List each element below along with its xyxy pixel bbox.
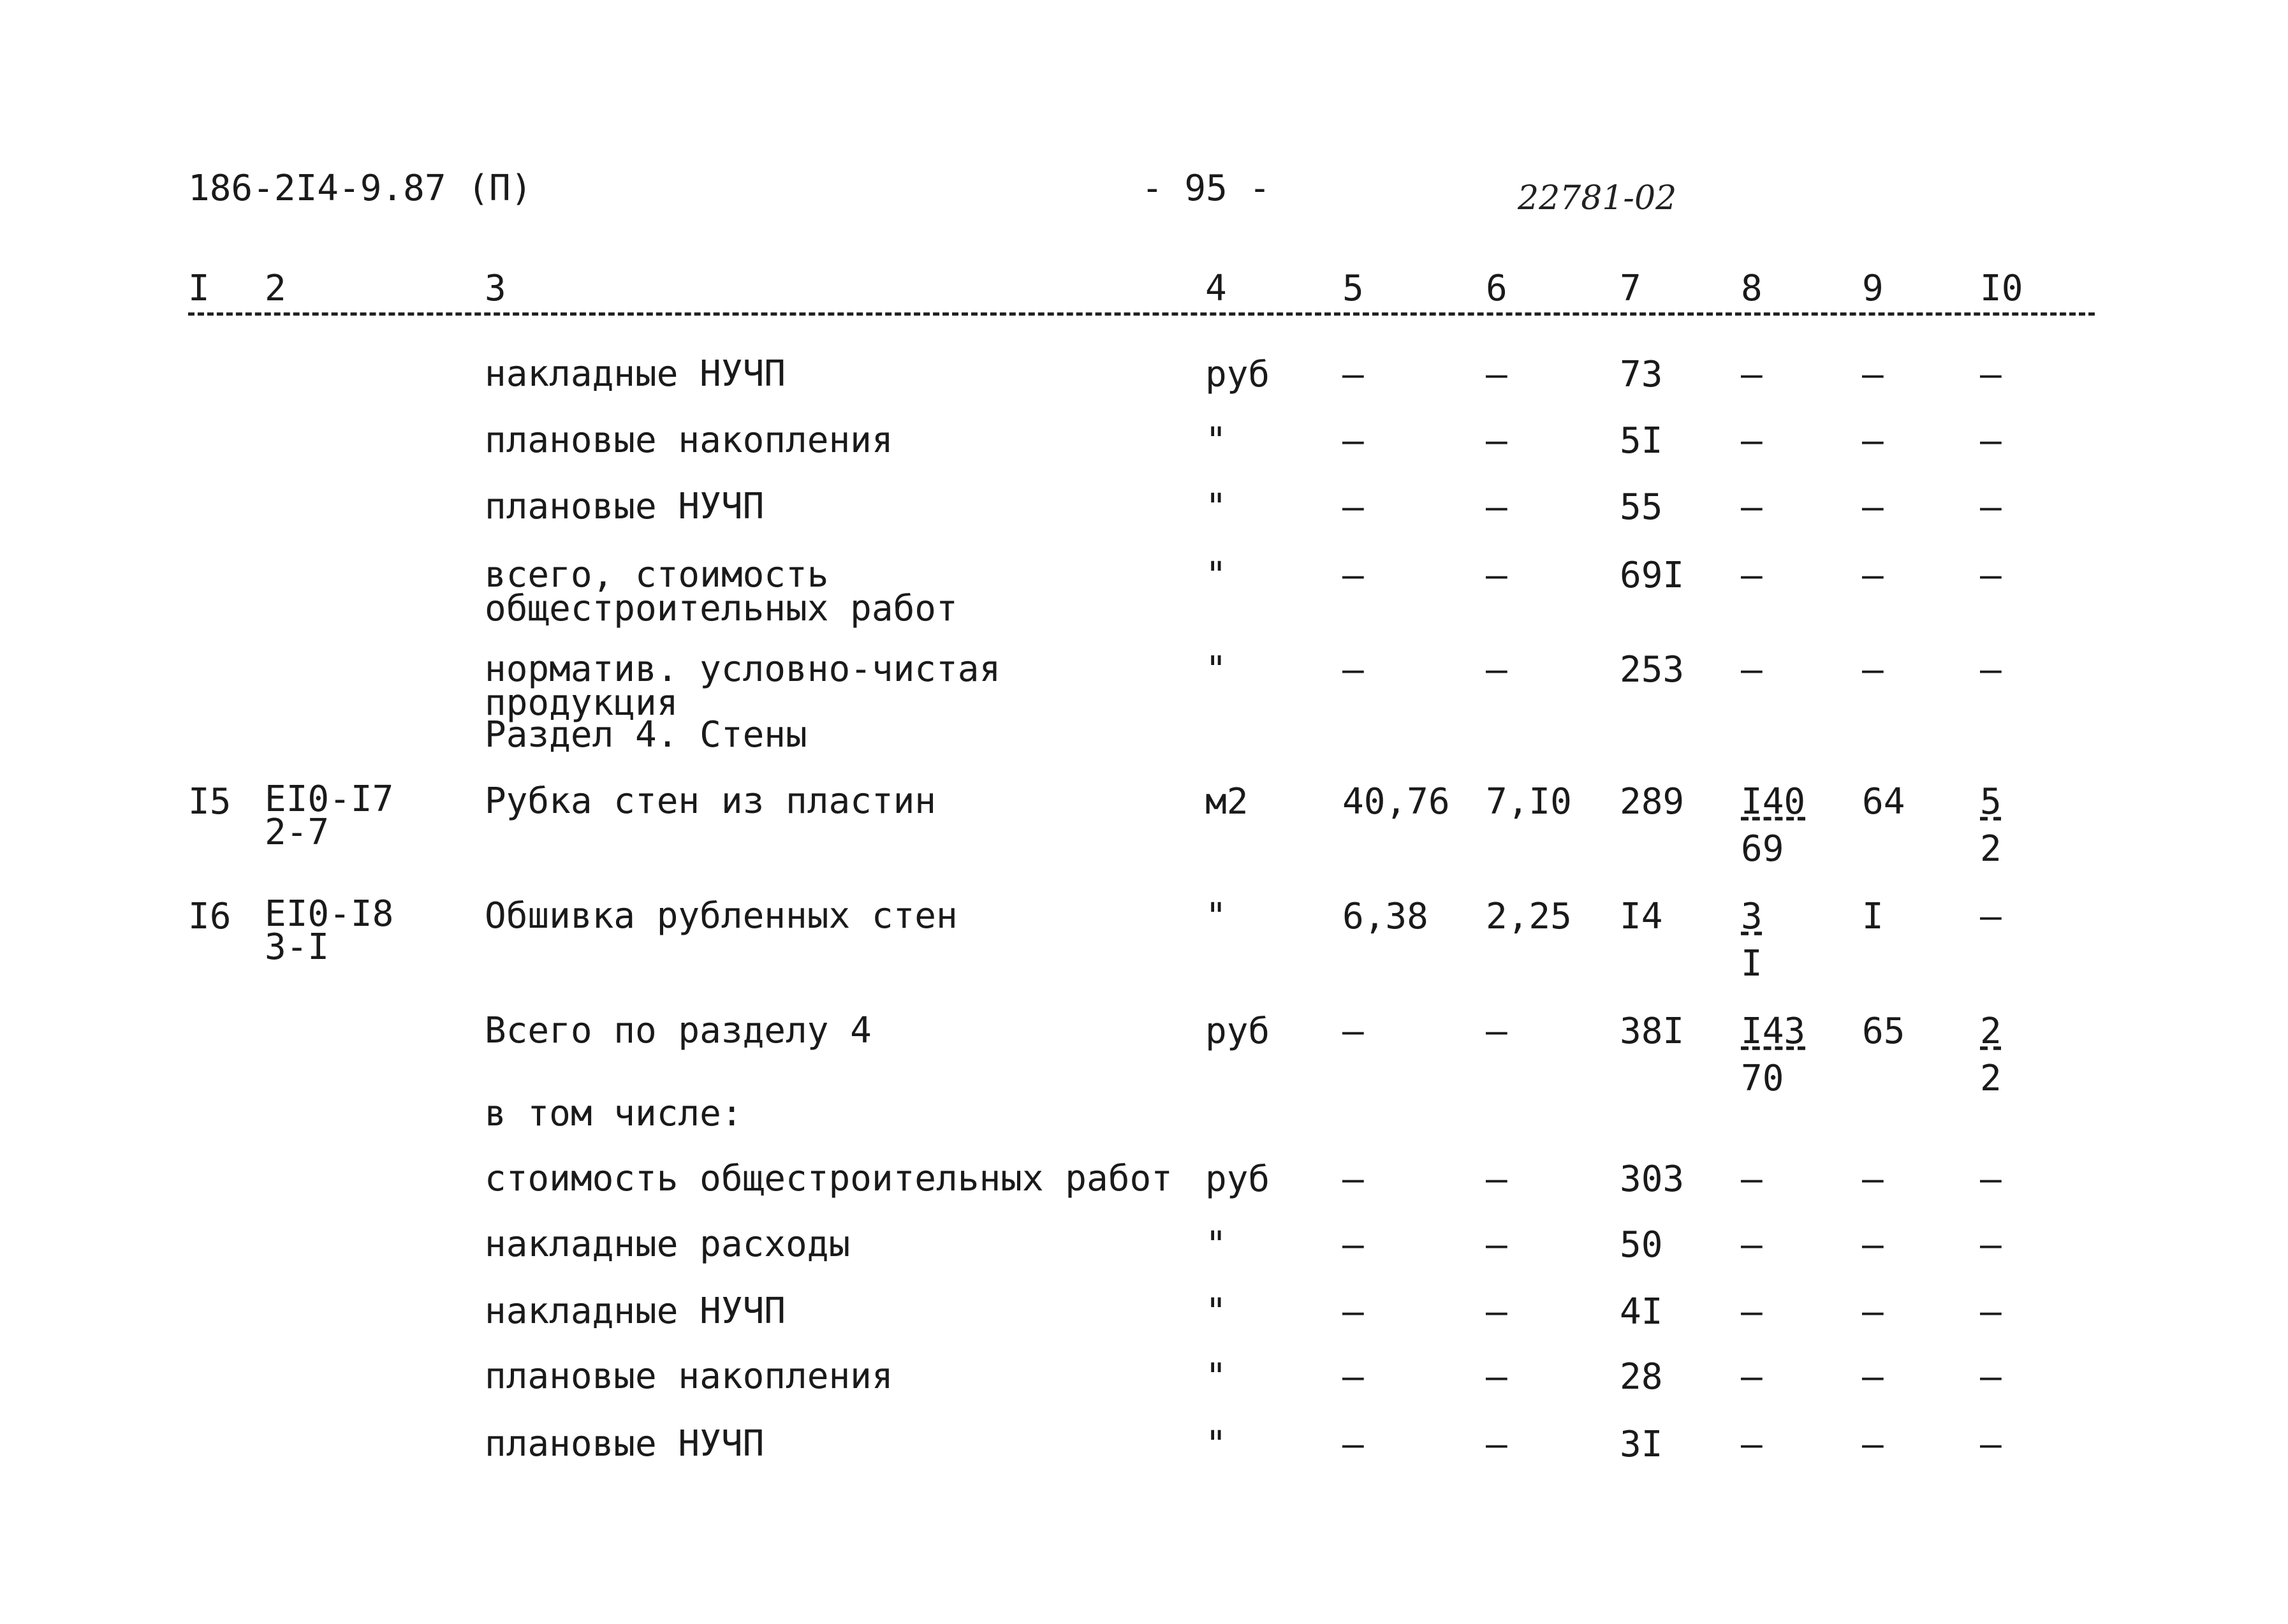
value-numerator: I43	[1741, 1011, 1806, 1052]
cell-col-7: 5I	[1620, 420, 1663, 462]
cell-col-1: I5	[188, 781, 231, 823]
cell-col-6: –	[1486, 354, 1507, 395]
cell-col-3: плановые накопления	[485, 1356, 893, 1397]
cell-col-4: руб	[1205, 1159, 1270, 1200]
cell-col-3: Рубка стен из пластин	[485, 780, 937, 822]
cell-col-5: –	[1342, 555, 1364, 596]
column-header-1: I	[188, 268, 210, 309]
cell-col-9: I	[1862, 896, 1884, 937]
value-numerator: –	[1741, 420, 1763, 462]
cell-col-10	[1980, 420, 2002, 471]
value-numerator: –	[1980, 1424, 2002, 1465]
cell-col-7: 38I	[1620, 1011, 1685, 1052]
cell-col-4: м2	[1205, 781, 1249, 823]
norm-code-sub: 3-I	[265, 926, 330, 968]
cell-col-8	[1741, 1424, 1763, 1474]
cell-col-7: 50	[1620, 1224, 1663, 1266]
cell-col-7: 4I	[1620, 1291, 1663, 1333]
cell-col-7: 289	[1620, 781, 1685, 823]
value-numerator: –	[1980, 896, 2002, 937]
cell-col-4: руб	[1205, 354, 1270, 395]
value-numerator: –	[1980, 555, 2002, 596]
cell-col-10	[1980, 1291, 2002, 1342]
cell-col-6: –	[1486, 1424, 1507, 1465]
value-numerator: I40	[1741, 781, 1806, 823]
value-numerator: –	[1980, 1356, 2002, 1398]
page-number: - 95 -	[1141, 168, 1271, 209]
cell-col-4: "	[1205, 1224, 1227, 1266]
cell-col-6: –	[1486, 649, 1507, 691]
cell-col-9: –	[1862, 1356, 1884, 1398]
value-denominator: 2	[1980, 1058, 2002, 1099]
cell-col-2	[265, 779, 394, 853]
value-numerator: –	[1980, 420, 2002, 462]
cell-col-4: "	[1205, 1291, 1227, 1333]
value-numerator: –	[1980, 486, 2002, 528]
value-numerator: –	[1980, 1291, 2002, 1333]
cell-col-6: –	[1486, 1224, 1507, 1266]
cell-col-8	[1741, 420, 1763, 471]
value-numerator: –	[1741, 1291, 1763, 1333]
cell-col-3: в том числе:	[485, 1093, 743, 1134]
cell-col-10	[1980, 354, 2002, 404]
cell-col-7: 253	[1620, 649, 1685, 691]
cell-col-6: 2,25	[1486, 896, 1572, 937]
value-numerator: –	[1741, 555, 1763, 596]
cell-col-5: 40,76	[1342, 781, 1450, 823]
cell-col-7: 3I	[1620, 1424, 1663, 1465]
value-numerator: 3	[1741, 896, 1763, 937]
cell-col-8	[1741, 1356, 1763, 1407]
cell-col-6: –	[1486, 555, 1507, 596]
column-header-4: 4	[1205, 268, 1227, 309]
value-denominator: 70	[1741, 1058, 1784, 1099]
cell-col-9: –	[1862, 486, 1884, 528]
cell-col-9: –	[1862, 1424, 1884, 1465]
cell-col-5: –	[1342, 1159, 1364, 1200]
cell-col-10	[1980, 1424, 2002, 1474]
cell-col-6: –	[1486, 486, 1507, 528]
value-numerator: 5	[1980, 781, 2002, 823]
cell-col-3: стоимость общестроительных работ	[485, 1158, 1173, 1199]
column-header-10: I0	[1980, 268, 2023, 309]
cell-col-3: норматив. условно-чистая продукция	[485, 648, 1001, 724]
cell-col-9: –	[1862, 1159, 1884, 1200]
column-header-2: 2	[265, 268, 286, 309]
cell-col-7: 303	[1620, 1159, 1685, 1200]
cell-col-5: –	[1342, 649, 1364, 691]
cell-col-10	[1980, 896, 2002, 946]
cell-col-10	[1980, 1159, 2002, 1209]
norm-code: EI0-I8	[265, 893, 394, 935]
cell-col-3: накладные НУЧП	[485, 353, 786, 395]
column-header-9: 9	[1862, 268, 1884, 309]
cell-col-9: –	[1862, 649, 1884, 691]
cell-col-9: –	[1862, 1224, 1884, 1266]
value-denominator: 69	[1741, 828, 1784, 870]
cell-col-4: "	[1205, 1356, 1227, 1398]
cell-col-6: –	[1486, 1011, 1507, 1052]
cell-col-6: –	[1486, 1356, 1507, 1398]
cell-col-3: Всего по разделу 4	[485, 1010, 872, 1051]
column-header-5: 5	[1342, 268, 1364, 309]
column-header-8: 8	[1741, 268, 1763, 309]
cell-col-6: –	[1486, 1291, 1507, 1333]
cell-col-4: "	[1205, 896, 1227, 937]
cell-col-9: –	[1862, 420, 1884, 462]
value-denominator: I	[1741, 943, 1763, 984]
norm-code: EI0-I7	[265, 779, 394, 820]
handwritten-code: 22781-02	[1518, 179, 1677, 217]
cell-col-8	[1741, 1011, 1806, 1099]
cell-col-5: –	[1342, 1424, 1364, 1465]
cell-col-8	[1741, 649, 1763, 699]
cell-col-4: "	[1205, 649, 1227, 691]
cell-col-3: плановые НУЧП	[485, 1423, 765, 1465]
cell-col-9: –	[1862, 1291, 1884, 1333]
value-numerator: –	[1741, 1224, 1763, 1266]
cell-col-8	[1741, 1224, 1763, 1275]
cell-col-3: накладные расходы	[485, 1224, 851, 1265]
column-header-7: 7	[1620, 268, 1641, 309]
cell-col-9: –	[1862, 354, 1884, 395]
cell-col-9: –	[1862, 555, 1884, 596]
cell-col-8	[1741, 1291, 1763, 1342]
cell-col-10	[1980, 555, 2002, 605]
cell-col-5: –	[1342, 1356, 1364, 1398]
cell-col-5: 6,38	[1342, 896, 1428, 937]
cell-col-2	[265, 893, 394, 968]
value-denominator: 2	[1980, 828, 2002, 870]
cell-col-4: "	[1205, 555, 1227, 596]
cell-col-3: всего, стоимость общестроительных работ	[485, 554, 958, 630]
cell-col-10	[1980, 649, 2002, 699]
cell-col-8	[1741, 781, 1806, 870]
cell-col-3: Раздел 4. Стены	[485, 714, 807, 756]
cell-col-8	[1741, 555, 1763, 605]
cell-col-4: "	[1205, 1424, 1227, 1465]
value-numerator: –	[1980, 649, 2002, 691]
cell-col-4: "	[1205, 420, 1227, 462]
value-numerator: –	[1741, 649, 1763, 691]
column-header-3: 3	[485, 268, 506, 309]
cell-col-7: 28	[1620, 1356, 1663, 1398]
cell-col-5: –	[1342, 420, 1364, 462]
cell-col-7: 69I	[1620, 555, 1685, 596]
cell-col-8	[1741, 354, 1763, 404]
cell-col-9: 65	[1862, 1011, 1905, 1052]
value-numerator: 2	[1980, 1011, 2002, 1052]
cell-col-7: 55	[1620, 486, 1663, 528]
cell-col-8	[1741, 1159, 1763, 1209]
header-rule	[188, 312, 2095, 316]
value-numerator: –	[1980, 1159, 2002, 1200]
norm-code-sub: 2-7	[265, 812, 330, 853]
value-numerator: –	[1980, 354, 2002, 395]
cell-col-5: –	[1342, 486, 1364, 528]
cell-col-8	[1741, 896, 1763, 984]
value-numerator: –	[1741, 486, 1763, 528]
cell-col-5: –	[1342, 1011, 1364, 1052]
value-numerator: –	[1741, 1356, 1763, 1398]
cell-col-4: руб	[1205, 1011, 1270, 1052]
cell-col-3: плановые накопления	[485, 420, 893, 461]
cell-col-6: 7,I0	[1486, 781, 1572, 823]
cell-col-1: I6	[188, 896, 231, 937]
value-numerator: –	[1741, 1159, 1763, 1200]
cell-col-6: –	[1486, 420, 1507, 462]
cell-col-3: плановые НУЧП	[485, 486, 765, 527]
cell-col-6: –	[1486, 1159, 1507, 1200]
cell-col-10	[1980, 1224, 2002, 1275]
document-code: 186-2I4-9.87 (П)	[188, 168, 532, 209]
cell-col-3: Обшивка рубленных стен	[485, 895, 958, 937]
value-numerator: –	[1741, 354, 1763, 395]
cell-col-7: I4	[1620, 896, 1663, 937]
cell-col-10	[1980, 1356, 2002, 1407]
cell-col-10	[1980, 486, 2002, 537]
cell-col-10	[1980, 781, 2002, 870]
cell-col-4: "	[1205, 486, 1227, 528]
column-header-6: 6	[1486, 268, 1507, 309]
cell-col-7: 73	[1620, 354, 1663, 395]
cell-col-3: накладные НУЧП	[485, 1291, 786, 1332]
cell-col-9: 64	[1862, 781, 1905, 823]
value-numerator: –	[1741, 1424, 1763, 1465]
cell-col-10	[1980, 1011, 2002, 1099]
value-numerator: –	[1980, 1224, 2002, 1266]
cell-col-8	[1741, 486, 1763, 537]
cell-col-5: –	[1342, 1224, 1364, 1266]
cell-col-5: –	[1342, 1291, 1364, 1333]
cell-col-5: –	[1342, 354, 1364, 395]
